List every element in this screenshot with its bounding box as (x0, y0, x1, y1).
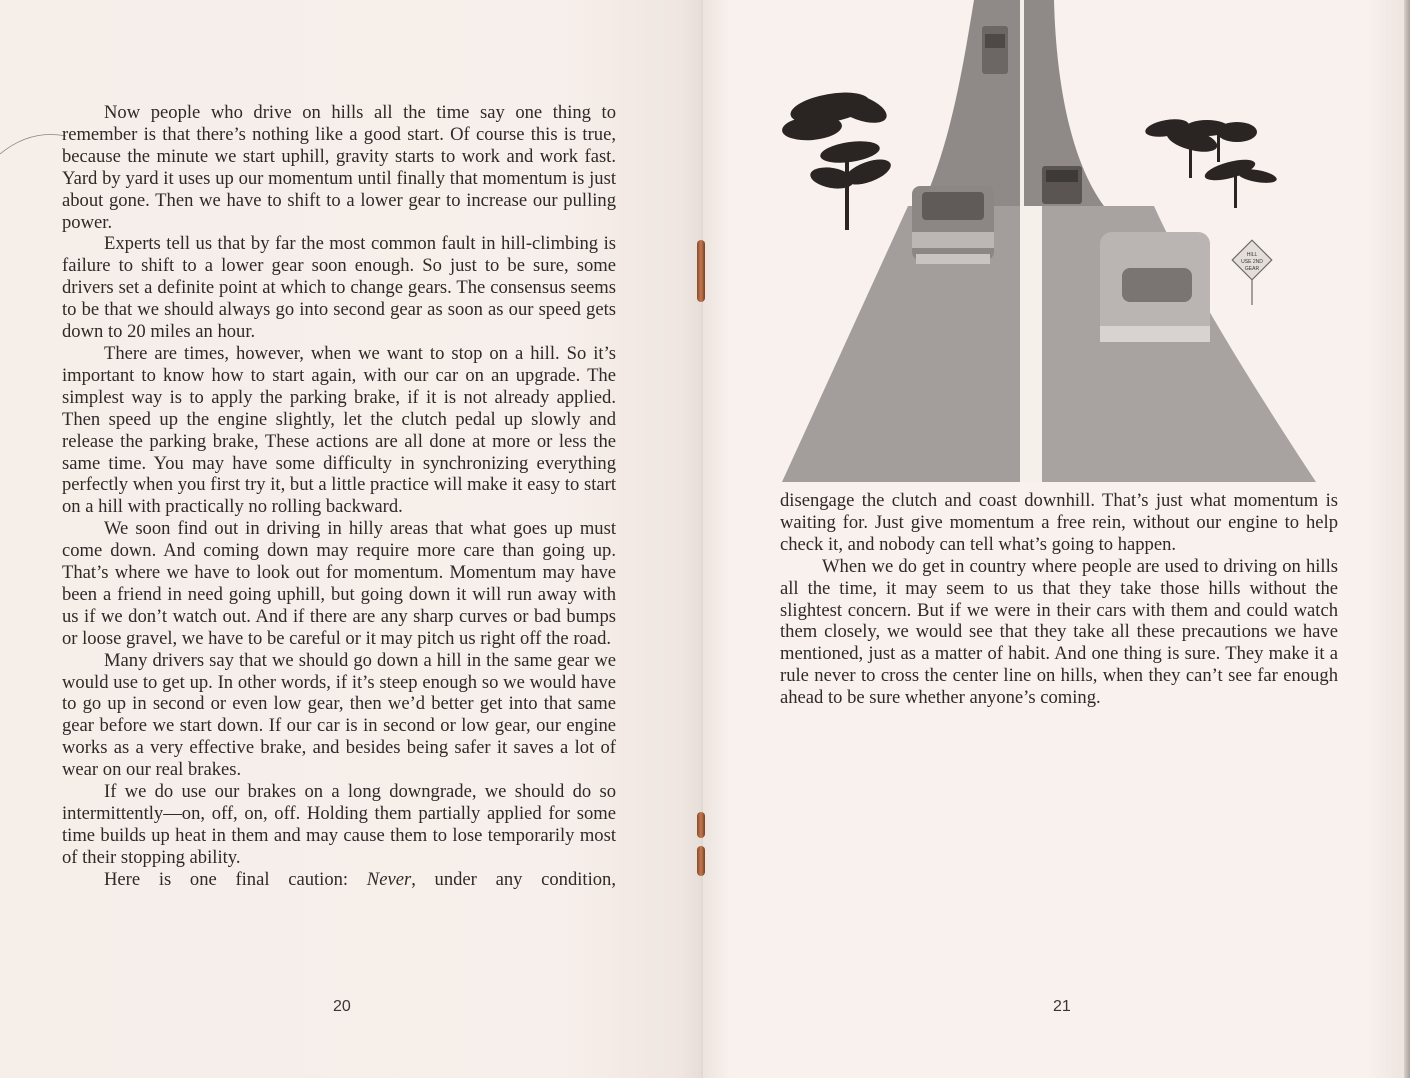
paragraph: We soon find out in driving in hilly areas that what goes up must come down. And coming down may require more care than going up. That’s where we have to look out for momentum. Momentum may have been a friend in need going uphill, but going down it will run away with us if we don’t watch out. And if there are any sharp curves or bad bumps or loose gravel, we have to be careful or it may pitch us right off the road. (62, 518, 616, 649)
paragraph: When we do get in country where people are used to driving on hills all the time, it may seem to us that they take those hills without the slightest concern. But if we were in their cars with them and could watch them closely, we would see that they take all these precautions we have mentioned, just as a matter of habit. And one thing is sure. They make it a rule never to cross the center line on hills, when they can’t see far enough ahead to be sure whether anyone’s coming. (780, 555, 1338, 709)
page-left (0, 0, 702, 1078)
page-number: 20 (333, 998, 351, 1015)
right-page-body (780, 490, 1338, 709)
pen-stroke-mark (0, 124, 70, 164)
car-far-1 (982, 26, 1008, 74)
staple-bottom-upper (697, 812, 705, 838)
paragraph: Now people who drive on hills all the time say one thing to remember is that there’s nothing like a good start. Of course this is true, because the minute we start uphill, gravity starts to work and work fast. Yard by yard it uses up our momentum until finally that momentum is just about gone. Then we have to shift to a lower gear to increase our pulling power. (62, 102, 616, 233)
paragraph: Experts tell us that by far the most common fault in hill-climbing is failure to shift to a lower gear soon enough. So just to be sure, some drivers set a definite point at which to change gears. The consensus seems to be that we should always go into second gear as soon as our speed gets down to 20 miles an hour. (62, 233, 616, 343)
car-near-oncoming (912, 186, 994, 264)
spine-fold (701, 0, 703, 1078)
left-page-body (62, 102, 616, 891)
svg-text:GEAR: GEAR (1244, 266, 1260, 272)
caution-emphasis: Never (366, 868, 412, 890)
trees-right (1144, 116, 1278, 208)
center-line (1020, 206, 1042, 482)
page-edge-shadow (1404, 0, 1410, 1078)
hill-sign (1232, 240, 1272, 305)
paragraph: disengage the clutch and coast downhill. That’s just what momentum is waiting for. Just give momentum a free rein, without our engine to help check it, and nobody can tell what’s going to happen. (780, 490, 1338, 555)
hill-road-illustration (752, 0, 1318, 484)
caution-lead: Here is one final caution: (104, 868, 367, 890)
car-near-uphill (1100, 232, 1210, 342)
tree-left (781, 87, 894, 230)
staple-bottom-lower (697, 846, 705, 876)
final-caution-paragraph (62, 869, 616, 891)
svg-text:USE 2ND: USE 2ND (1241, 259, 1263, 265)
svg-text:HILL: HILL (1246, 252, 1258, 258)
paragraph: There are times, however, when we want to stop on a hill. So it’s important to know how to start again, with our car on an upgrade. The simplest way is to apply the parking brake, if it is not already applied. Then speed up the engine slightly, let the clutch pedal up slowly and release the parking brake, These actions are all done at more or less the same time. You may have some difficulty in synchronizing everything perfectly when you first try it, but a little practice will make it easy to start on a hill with practically no rolling backward. (62, 342, 616, 518)
paragraph: Many drivers say that we should go down a hill in the same gear we would use to get up. In other words, if it’s steep enough so we would have to go up in second or even low gear, then we’d better get into that same gear before we start down. If our car is in second or low gear, our engine works as a very effective brake, and besides being safer it saves a lot of wear on our real brakes. (62, 649, 616, 781)
page-number: 21 (1053, 998, 1071, 1015)
staple-top (697, 240, 705, 302)
paragraph: If we do use our brakes on a long downgrade, we should do so intermittently—on, off, on, off. Holding them partially applied for some time builds up heat in them and may cause them to lose temporarily most of their stopping ability. (62, 781, 616, 868)
caution-tail: , under any condition, (411, 868, 616, 890)
